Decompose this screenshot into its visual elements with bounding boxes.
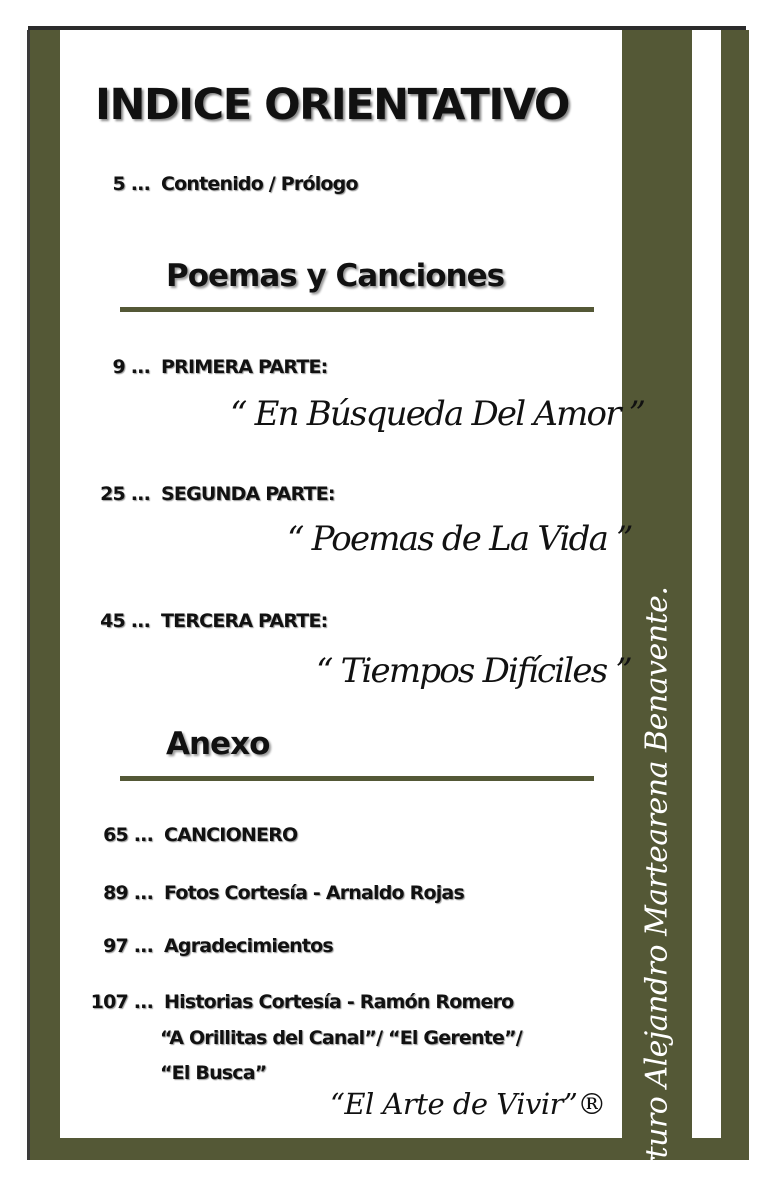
annex1-page-number: 65 ... — [103, 824, 153, 846]
annex4-stories-line1: “A Orillitas del Canal”/ “El Gerente”/ — [160, 1027, 522, 1049]
intro-page-number: 5 ... — [112, 173, 150, 195]
section-heading-poems: Poemas y Canciones — [166, 258, 505, 294]
section-heading-annex: Anexo — [166, 726, 270, 762]
annex4-stories-line2: “El Busca” — [160, 1062, 267, 1084]
part3-page-number: 45 ... — [100, 610, 150, 632]
part3-label: TERCERA PARTE: — [161, 610, 328, 632]
intro-label: Contenido / Prólogo — [161, 173, 358, 195]
index-title: INDICE ORIENTATIVO — [95, 80, 569, 130]
frame-right-bar — [721, 30, 749, 1160]
annex2-label: Fotos Cortesía - Arnaldo Rojas — [164, 882, 464, 904]
annex2-page-number: 89 ... — [103, 882, 153, 904]
part2-label: SEGUNDA PARTE: — [161, 483, 335, 505]
part3-subtitle: “ Tiempos Difíciles ” — [316, 651, 631, 691]
frame-left-bar — [30, 30, 60, 1160]
tagline-trademark: “El Arte de Vivir”® — [330, 1087, 606, 1121]
author-name: Arturo Alejandro Martearena Benavente. — [639, 586, 675, 1194]
annex1-label: CANCIONERO — [164, 824, 298, 846]
band-gap — [692, 30, 721, 1138]
annex3-label: Agradecimientos — [164, 935, 333, 957]
section-rule-poems — [120, 307, 594, 312]
part1-subtitle: “ En Búsqueda Del Amor ” — [230, 394, 645, 434]
part2-page-number: 25 ... — [100, 483, 150, 505]
annex3-page-number: 97 ... — [103, 935, 153, 957]
section-rule-annex — [120, 776, 594, 781]
part2-subtitle: “ Poemas de La Vida ” — [287, 519, 632, 559]
annex4-label: Historias Cortesía - Ramón Romero — [164, 991, 514, 1013]
annex4-page-number: 107 ... — [90, 991, 153, 1013]
part1-label: PRIMERA PARTE: — [161, 356, 328, 378]
part1-page-number: 9 ... — [112, 356, 150, 378]
